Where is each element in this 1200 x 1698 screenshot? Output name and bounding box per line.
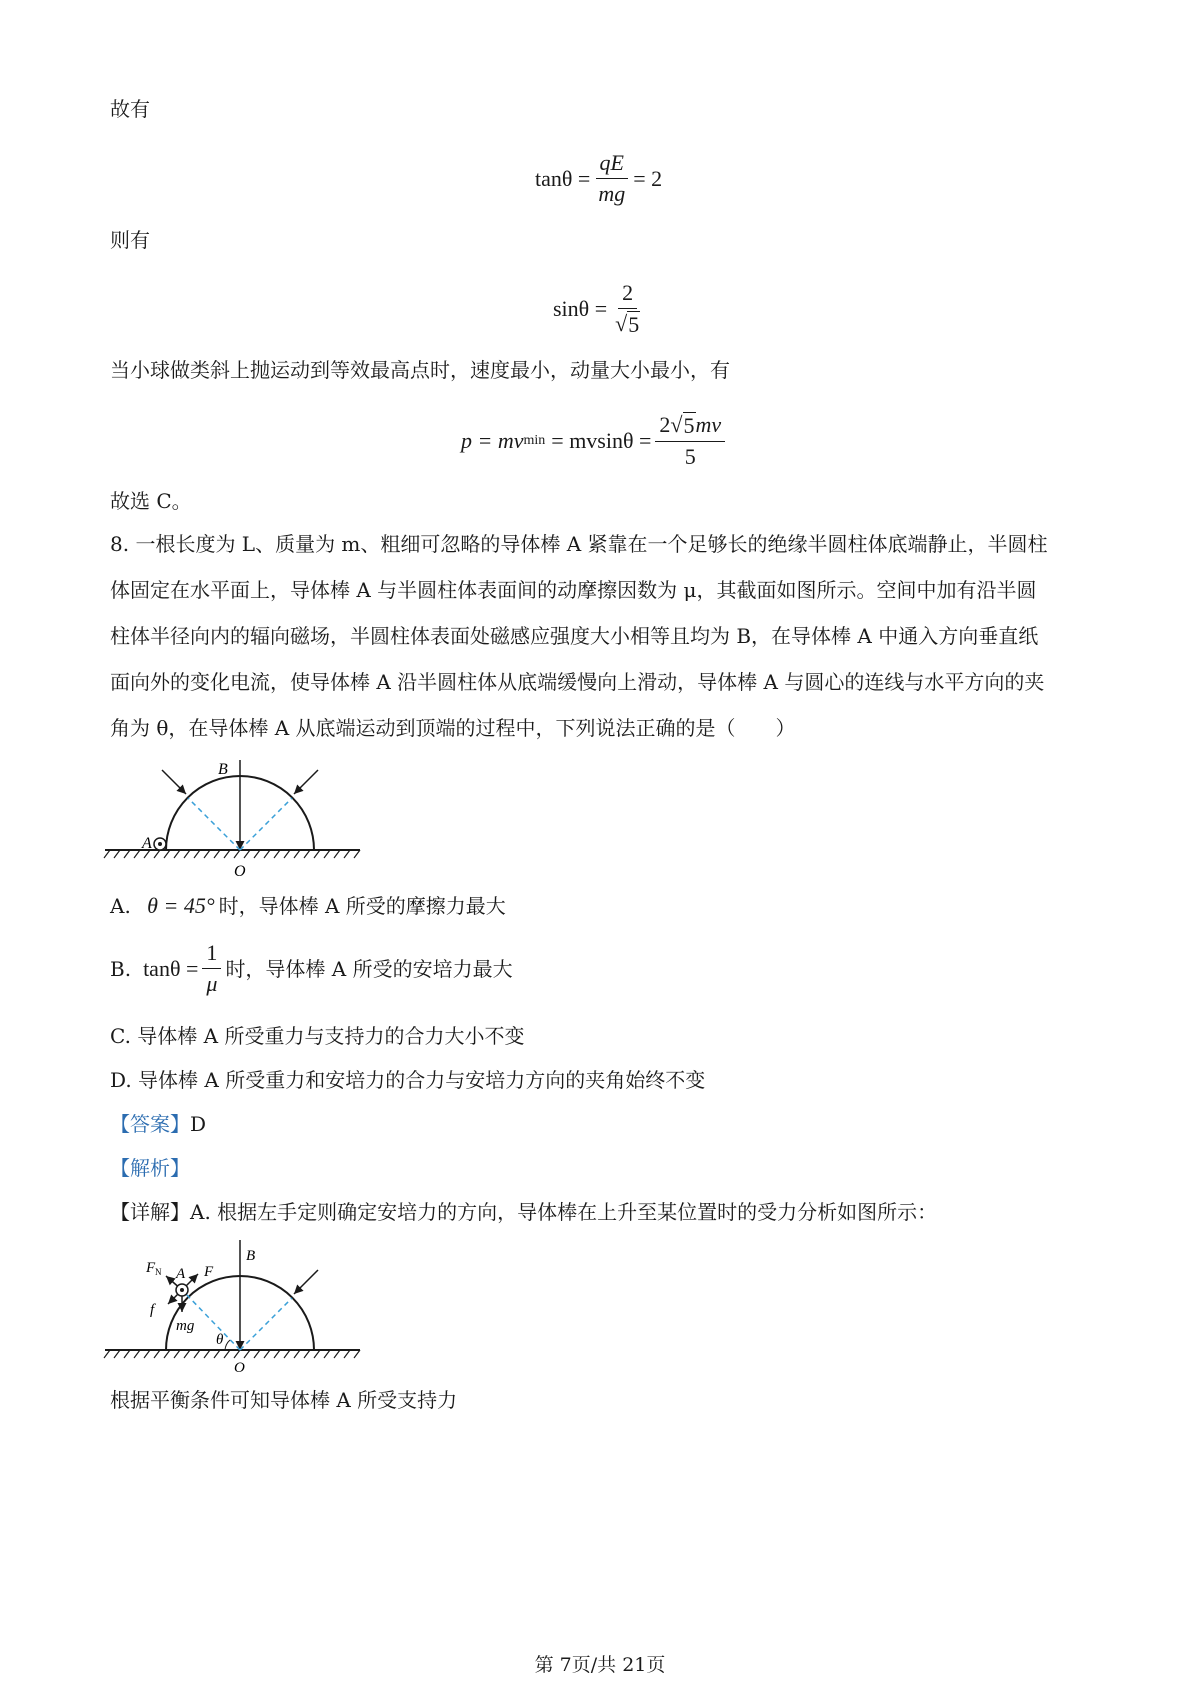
option-b: B. tanθ = $\frac{1}{\mu}$ 时，导体棒 A 所受的安培力最大 — [110, 940, 513, 996]
option-b-frac: $\frac{1}{\mu}$ — [202, 940, 221, 997]
figure-force-analysis — [100, 1240, 400, 1380]
eq-p-num: 2√ 5 mv — [655, 412, 725, 442]
text-guyou: 故有 — [110, 97, 150, 121]
answer-line — [110, 1110, 206, 1138]
q8-line-5: 角为 θ，在导体棒 A 从底端运动到顶端的过程中，下列说法正确的是（ ） — [110, 716, 796, 740]
q8-line-3: 柱体半径向内的辐向磁场，半圆柱体表面处磁感应强度大小相等且均为 B，在导体棒 A 中通入方向垂直纸 — [110, 624, 1039, 648]
eq-p-frac — [655, 412, 725, 470]
label-f-friction: f — [150, 1302, 155, 1318]
text-momentum-intro: 当小球做类斜上抛运动到等效最高点时，速度最小，动量大小最小，有 — [110, 358, 730, 382]
eq-tan-frac — [594, 150, 629, 207]
b-field-arrow-right — [294, 1270, 318, 1294]
label-b: B — [218, 761, 228, 778]
equation-momentum — [461, 412, 729, 470]
page-footer: 第 7页/共 21页 — [534, 1654, 666, 1676]
eq-p-den: 5 — [684, 444, 696, 469]
radius-dashed-left — [188, 798, 240, 850]
option-d: D. 导体棒 A 所受重力和安培力的合力与安培力方向的夹角始终不变 — [110, 1068, 706, 1092]
b-field-arrow-left — [162, 770, 186, 794]
option-a-math: θ = 45° — [147, 893, 215, 918]
eq-sin-frac — [611, 280, 644, 338]
answer-label: 【答案】 — [110, 1112, 190, 1136]
figure-semicircle-1 — [100, 760, 400, 900]
label-b: B — [246, 1248, 256, 1264]
eq-tan-den: mg — [598, 181, 626, 206]
b-field-arrow-right — [294, 770, 318, 794]
equation-tan — [535, 150, 662, 207]
q8-line-1: 8. 一根长度为 L、质量为 m、粗细可忽略的导体棒 A 紧靠在一个足够长的绝缘半圆柱体底端静止，半圆柱 — [110, 532, 1048, 556]
eq-tan-rhs: = 2 — [633, 165, 663, 191]
label-mg: mg — [176, 1318, 195, 1334]
eq-sin-den — [611, 309, 644, 338]
analysis-label: 【解析】 — [110, 1156, 190, 1180]
label-theta: θ — [216, 1332, 224, 1348]
option-a: A. θ = 45° 时，导体棒 A 所受的摩擦力最大 — [110, 893, 506, 918]
text-support-force: 根据平衡条件可知导体棒 A 所受支持力 — [110, 1388, 458, 1412]
text-zeyou: 则有 — [110, 228, 150, 252]
radius-dashed-right — [240, 1298, 292, 1350]
q8-line-4: 面向外的变化电流，使导体棒 A 沿半圆柱体从底端缓慢向上滑动，导体棒 A 与圆心的连线与水平方向的夹 — [110, 670, 1045, 694]
label-f-ampere: F — [204, 1264, 214, 1280]
label-o: O — [234, 863, 246, 880]
eq-p-sub: min — [523, 433, 546, 448]
ground-hatching — [104, 1350, 360, 1358]
label-a: A — [142, 835, 152, 852]
radius-dashed-right — [240, 798, 292, 850]
eq-sin-lhs: sinθ = — [553, 296, 608, 321]
label-fn-sub: N — [155, 1267, 162, 1277]
eq-p-lhs: p = mv — [461, 428, 524, 453]
eq-tan-num: qE — [596, 150, 628, 179]
option-c: C. 导体棒 A 所受重力与支持力的合力大小不变 — [110, 1024, 525, 1048]
eq-sin-num: 2 — [618, 280, 637, 309]
label-a: A — [176, 1266, 186, 1282]
detail-text: A. 根据左手定则确定安培力的方向，导体棒在上升至某位置时的受力分析如图所示： — [190, 1200, 938, 1224]
q8-line-2: 体固定在水平面上，导体棒 A 与半圆柱体表面间的动摩擦因数为 μ，其截面如图所示。空间中加有沿半圆 — [110, 578, 1037, 602]
theta-angle-arc — [225, 1340, 230, 1350]
option-b-tan: tanθ = — [143, 955, 199, 981]
equation-sin — [553, 280, 648, 338]
sqrt-symbol: √ 5 — [670, 412, 695, 438]
label-o: O — [234, 1360, 245, 1376]
eq-p-mid: = mvsinθ = — [551, 428, 652, 453]
label-fn: F — [146, 1260, 156, 1276]
answer-value: D — [190, 1112, 207, 1136]
detail-line — [110, 1198, 937, 1226]
detail-label: 【详解】 — [110, 1200, 190, 1224]
eq-tan-lhs: tanθ = — [535, 165, 591, 191]
text-select-c: 故选 C。 — [110, 489, 192, 513]
sqrt-symbol: √ 5 — [615, 311, 640, 337]
